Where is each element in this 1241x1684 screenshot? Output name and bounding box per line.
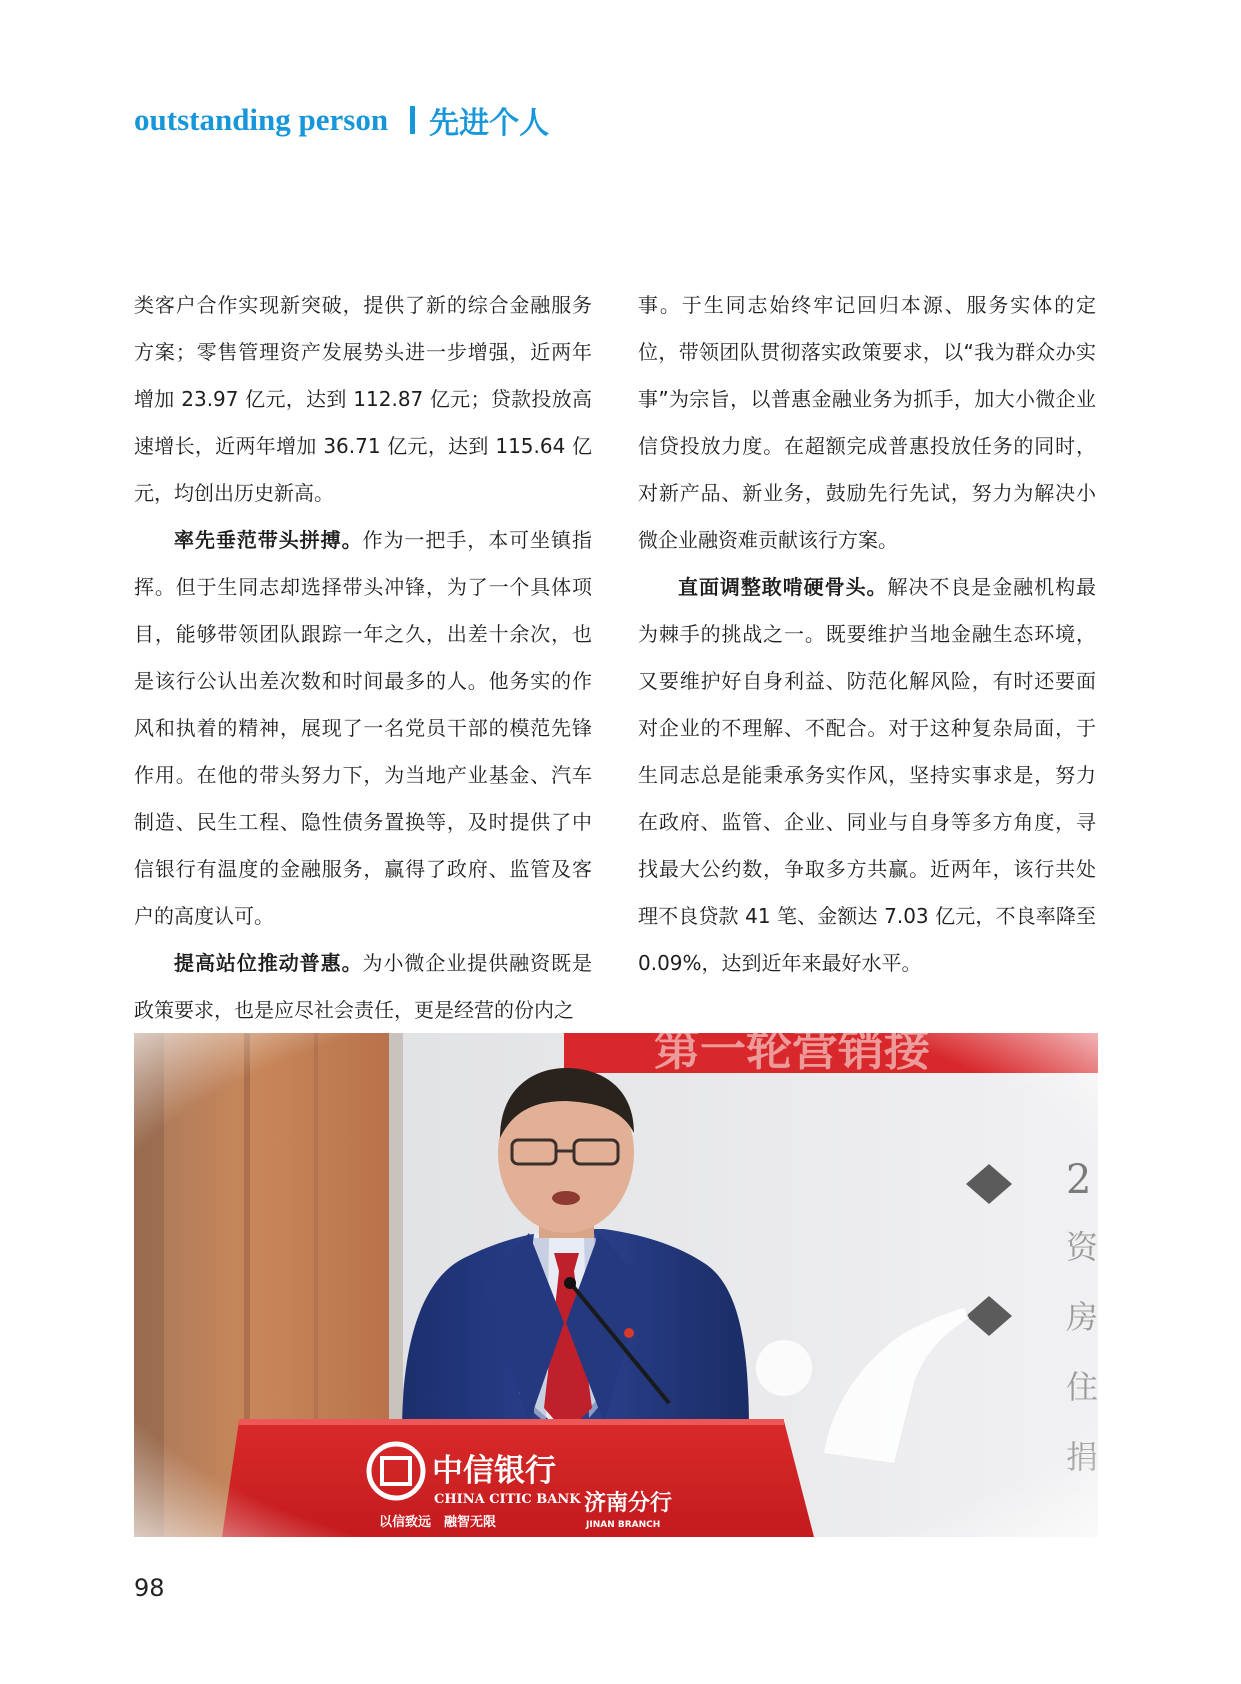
paragraph-lead: 直面调整敢啃硬骨头。 bbox=[678, 575, 888, 599]
paragraph bbox=[638, 564, 1096, 987]
page-number: 98 bbox=[134, 1574, 165, 1602]
paragraph-body: 为小微企业提供融资既是政策要求，也是应尽社会责任，更是经营的份内之 bbox=[134, 951, 593, 1022]
section-header bbox=[134, 100, 549, 140]
paragraph-body: 解决不良是金融机构最为棘手的挑战之一。既要维护当地金融生态环境，又要维护好自身利益、防范化解风险，有时还要面对企业的不理解、不配合。对于这种复杂局面，于生同志总是能秉承务实作风，坚持实事求是，努力在政府、监管、企业、同业与自身等多方角度，寻找最大公约数，争取多方共赢。近两年，该行共处理不良贷款 41 笔、金额达 7.03 亿元，不良率降至 0.09%，达到近年来最好水平。 bbox=[638, 575, 1097, 975]
title-divider bbox=[410, 106, 415, 134]
section-title-en: outstanding person bbox=[134, 102, 389, 137]
speaker-photo bbox=[134, 1033, 1098, 1537]
paragraph-lead: 提高站位推动普惠。 bbox=[174, 951, 363, 975]
paragraph: 事。于生同志始终牢记回归本源、服务实体的定位，带领团队贯彻落实政策要求，以“我为群众办实事”为宗旨，以普惠金融业务为抓手，加大小微企业信贷投放力度。在超额完成普惠投放任务的同时，对新产品、新业务，鼓励先行先试，努力为解决小微企业融资难贡献该行方案。 bbox=[638, 293, 1096, 552]
paragraph-lead: 率先垂范带头拼搏。 bbox=[174, 528, 363, 552]
paragraph: 类客户合作实现新突破，提供了新的综合金融服务方案；零售管理资产发展势头进一步增强，近两年增加 23.97 亿元，达到 112.87 亿元；贷款投放高速增长，近两年增加 36.71 亿元，达到 115.64 亿元，均创出历史新高。 bbox=[134, 293, 592, 505]
paragraph-body: 作为一把手，本可坐镇指挥。但于生同志却选择带头冲锋，为了一个具体项目，能够带领团队跟踪一年之久，出差十余次，也是该行公认出差次数和时间最多的人。他务实的作风和执着的精神，展现了一名党员干部的模范先锋作用。在他的带头努力下，为当地产业基金、汽车制造、民生工程、隐性债务置换等，及时提供了中信银行有温度的金融服务，赢得了政府、监管及客户的高度认可。 bbox=[134, 528, 593, 928]
paragraph bbox=[134, 940, 592, 1034]
right-column bbox=[638, 282, 1096, 987]
left-column bbox=[134, 282, 592, 1034]
section-title-cn: 先进个人 bbox=[429, 106, 550, 141]
paragraph bbox=[134, 517, 592, 940]
